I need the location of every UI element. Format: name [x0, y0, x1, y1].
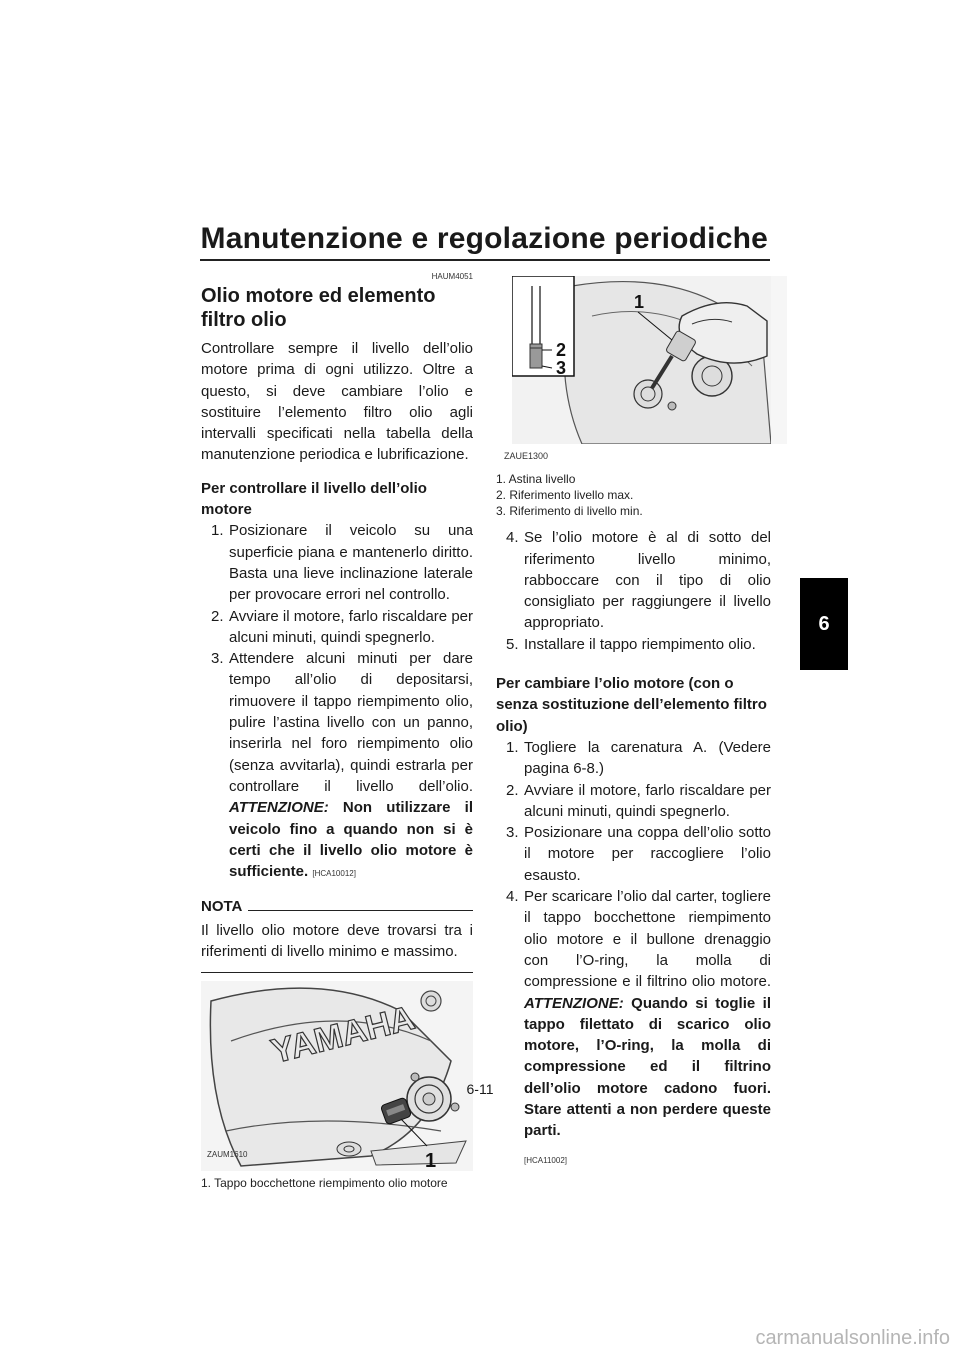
brand-text: YAMAHA: [267, 999, 419, 1072]
figure-caption-1: 1. Astina livello: [496, 472, 576, 487]
section-title: Olio motore ed elemento filtro olio: [201, 285, 436, 331]
list-item: 4. Se l’olio motore è al di sotto del riferimento livello minimo, rabboccare con il tipo di olio consigliato per raggiungere il livello appropriato.: [506, 529, 771, 632]
dipstick-figure: [512, 276, 787, 444]
figure-callout-3: 3: [556, 358, 567, 378]
oil-filler-cap-figure: [201, 981, 473, 1171]
figure-code: ZAUM1610: [207, 1150, 248, 1160]
dipstick-illustration: [512, 276, 771, 444]
chapter-tab: 6: [800, 578, 848, 670]
list-item: 3. Posizionare una coppa dell’olio sotto il motore per raccogliere l’olio esausto.: [506, 824, 771, 884]
watermark: carmanualsonline.info: [755, 1327, 950, 1349]
figure-callout-1: 1: [425, 1150, 437, 1172]
check-oil-steps: [201, 520, 473, 884]
intro-paragraph: Controllare sempre il livello dell’olio motore prima di ogni utilizzo. Oltre a questo, si deve cambiare l’olio e sostituire l’elemento filtro olio agli intervalli specificati nella tabella della manutenzione periodica e lubrificazione.: [201, 340, 473, 464]
page-number: 6-11: [466, 1081, 494, 1097]
list-item: 2. Avviare il motore, farlo riscaldare per alcuni minuti, quindi spegnerlo.: [506, 781, 771, 820]
figure-callout-1: 1: [634, 292, 645, 312]
warning-label: ATTENZIONE:: [229, 799, 329, 817]
figure-callout-2: 2: [556, 340, 567, 360]
check-oil-subheading: Per controllare il livello dell’olio motore: [201, 479, 427, 519]
nota-rule: [248, 910, 473, 911]
warning-label: ATTENZIONE:: [524, 994, 624, 1012]
change-oil-subheading: Per cambiare l’olio motore (con o senza sostituzione dell’elemento filtro olio): [496, 675, 767, 735]
figure-caption: 1. Tappo bocchettone riempimento olio motore: [201, 1176, 448, 1191]
warning-code: [HCA10012]: [312, 869, 356, 879]
right-column: [496, 272, 771, 1171]
list-item: 1. Posizionare il veicolo su una superficie piana e mantenerlo diritto. Basta una lieve inclinazione laterale per provocare errori nel controllo.: [211, 522, 473, 604]
list-item: 5. Installare il tappo riempimento olio.: [506, 635, 756, 653]
change-oil-steps: [496, 737, 771, 1171]
page-header-title: Manutenzione e regolazione periodiche: [200, 222, 768, 255]
warning-text: Non utilizzare il veicolo fino a quando non si è certi che il livello olio motore è sufficiente.: [229, 799, 473, 881]
list-item: 4. Per scaricare l’olio dal carter, togliere il tappo bocchettone riempimento olio motore e il bullone drenaggio con l’O-ring, la molla di compressione e il filtrino olio motore. ATTENZIONE: Quando si toglie il tappo filettato di scarico olio motore, l’O-ring, la molla di compressione ed il filtrino dell’olio motore cadono fuori. Stare attenti a non perdere queste parti. [HCA11002]: [496, 886, 771, 1171]
warning-code: [HCA11002]: [524, 1155, 567, 1165]
check-oil-steps-continued: [496, 527, 771, 655]
nota-end-rule: [201, 972, 473, 973]
left-column: [201, 272, 473, 1191]
engine-illustration: [201, 981, 473, 1171]
figure-caption-2: 2. Riferimento livello max.: [496, 488, 634, 503]
figure-code: ZAUE1300: [504, 451, 549, 461]
list-item: 3. Attendere alcuni minuti per dare tempo all’olio di depositarsi, rimuovere il tappo riempimento olio, pulire l’astina livello con un panno, inserirla nel foro riempimento olio (senza avvitarla), quindi estrarla per controllare il livello dell’olio. ATTENZIONE: Non utilizzare il veicolo fino a quando non si è certi che il livello olio motore è sufficiente. [HCA10012]: [211, 650, 473, 881]
nota-text: Il livello olio motore deve trovarsi tra i riferimenti di livello minimo e massimo.: [201, 921, 473, 961]
list-item: 1. Togliere la carenatura A. (Vedere pagina 6-8.): [506, 738, 771, 778]
section-code: HAUM4051: [431, 272, 473, 281]
nota-heading: [201, 896, 473, 917]
list-item: 2. Avviare il motore, farlo riscaldare per alcuni minuti, quindi spegnerlo.: [211, 607, 473, 646]
figure-caption-3: 3. Riferimento di livello min.: [496, 504, 643, 519]
header-rule: [200, 259, 770, 261]
nota-label: NOTA: [201, 898, 243, 916]
warning-text: Quando si toglie il tappo filettato di scarico olio motore, l’O-ring, la molla di compressione ed il filtrino dell’olio motore cadono fuori. Stare attenti a non perdere queste parti.: [524, 994, 771, 1140]
